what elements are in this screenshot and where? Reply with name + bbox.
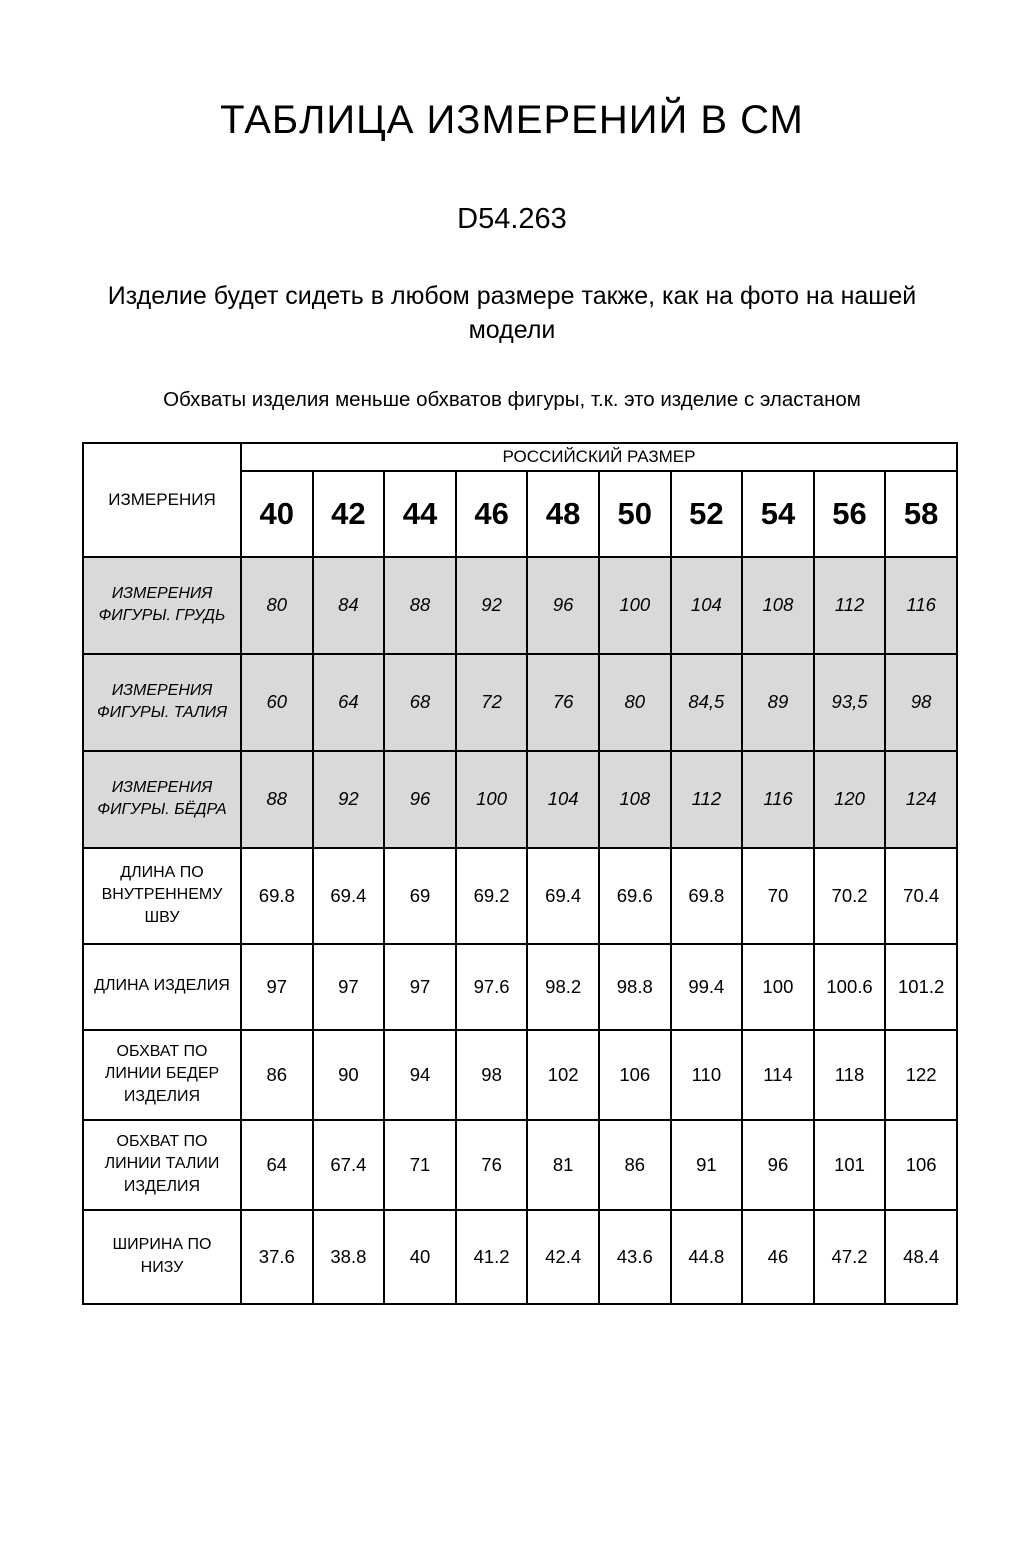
cell-value: 67.4 <box>313 1120 385 1210</box>
cell-value: 98 <box>885 654 957 751</box>
cell-value: 38.8 <box>313 1210 385 1304</box>
cell-value: 76 <box>527 654 599 751</box>
cell-value: 96 <box>527 557 599 654</box>
cell-value: 98.8 <box>599 944 671 1030</box>
table-row-hem-width <box>83 1210 957 1304</box>
cell-value: 92 <box>456 557 528 654</box>
cell-value: 104 <box>671 557 743 654</box>
cell-value: 40 <box>384 1210 456 1304</box>
cell-value: 81 <box>527 1120 599 1210</box>
cell-value: 116 <box>885 557 957 654</box>
row-label: ДЛИНА ПО ВНУТРЕННЕМУ ШВУ <box>83 848 241 944</box>
measurements-table <box>82 442 958 1305</box>
cell-value: 100 <box>599 557 671 654</box>
cell-value: 99.4 <box>671 944 743 1030</box>
cell-value: 100.6 <box>814 944 886 1030</box>
size-header: 56 <box>814 471 886 557</box>
cell-value: 69.2 <box>456 848 528 944</box>
table-row-item-waist-girth <box>83 1120 957 1210</box>
row-label: ИЗМЕРЕНИЯ ФИГУРЫ. БЁДРА <box>83 751 241 848</box>
cell-value: 98 <box>456 1030 528 1120</box>
table-row-item-hip-girth <box>83 1030 957 1120</box>
cell-value: 48.4 <box>885 1210 957 1304</box>
row-label: ДЛИНА ИЗДЕЛИЯ <box>83 944 241 1030</box>
cell-value: 44.8 <box>671 1210 743 1304</box>
table-row-inseam-length <box>83 848 957 944</box>
table-row-figure-chest <box>83 557 957 654</box>
cell-value: 70.2 <box>814 848 886 944</box>
cell-value: 69.8 <box>671 848 743 944</box>
elastane-note: Обхваты изделия меньше обхватов фигуры, т.к. это изделие с эластаном <box>163 387 861 411</box>
cell-value: 42.4 <box>527 1210 599 1304</box>
cell-value: 112 <box>671 751 743 848</box>
cell-value: 108 <box>599 751 671 848</box>
cell-value: 116 <box>742 751 814 848</box>
cell-value: 108 <box>742 557 814 654</box>
cell-value: 80 <box>241 557 313 654</box>
cell-value: 84 <box>313 557 385 654</box>
cell-value: 120 <box>814 751 886 848</box>
cell-value: 46 <box>742 1210 814 1304</box>
cell-value: 86 <box>241 1030 313 1120</box>
row-label: ИЗМЕРЕНИЯ ФИГУРЫ. ТАЛИЯ <box>83 654 241 751</box>
cell-value: 60 <box>241 654 313 751</box>
cell-value: 94 <box>384 1030 456 1120</box>
cell-value: 72 <box>456 654 528 751</box>
size-group-header: РОССИЙСКИЙ РАЗМЕР <box>241 443 957 471</box>
cell-value: 69.4 <box>527 848 599 944</box>
cell-value: 69 <box>384 848 456 944</box>
row-label: ОБХВАТ ПО ЛИНИИ ТАЛИИ ИЗДЕЛИЯ <box>83 1120 241 1210</box>
table-row-size-group <box>83 443 957 471</box>
cell-value: 118 <box>814 1030 886 1120</box>
cell-value: 122 <box>885 1030 957 1120</box>
row-label: ШИРИНА ПО НИЗУ <box>83 1210 241 1304</box>
cell-value: 69.8 <box>241 848 313 944</box>
cell-value: 89 <box>742 654 814 751</box>
cell-value: 69.4 <box>313 848 385 944</box>
cell-value: 47.2 <box>814 1210 886 1304</box>
size-header: 40 <box>241 471 313 557</box>
page-title: ТАБЛИЦА ИЗМЕРЕНИЙ В СМ <box>220 98 804 142</box>
size-header: 48 <box>527 471 599 557</box>
model-code: D54.263 <box>457 203 567 235</box>
cell-value: 69.6 <box>599 848 671 944</box>
cell-value: 86 <box>599 1120 671 1210</box>
cell-value: 71 <box>384 1120 456 1210</box>
cell-value: 124 <box>885 751 957 848</box>
cell-value: 76 <box>456 1120 528 1210</box>
cell-value: 70 <box>742 848 814 944</box>
cell-value: 84,5 <box>671 654 743 751</box>
table-row-figure-hips <box>83 751 957 848</box>
cell-value: 100 <box>456 751 528 848</box>
cell-value: 97.6 <box>456 944 528 1030</box>
size-header: 54 <box>742 471 814 557</box>
cell-value: 110 <box>671 1030 743 1120</box>
cell-value: 97 <box>313 944 385 1030</box>
cell-value: 101 <box>814 1120 886 1210</box>
cell-value: 88 <box>241 751 313 848</box>
cell-value: 91 <box>671 1120 743 1210</box>
table-row-figure-waist <box>83 654 957 751</box>
cell-value: 104 <box>527 751 599 848</box>
fit-note: Изделие будет сидеть в любом размере также, как на фото на нашей модели <box>107 282 917 344</box>
cell-value: 64 <box>313 654 385 751</box>
cell-value: 102 <box>527 1030 599 1120</box>
cell-value: 100 <box>742 944 814 1030</box>
cell-value: 90 <box>313 1030 385 1120</box>
cell-value: 70.4 <box>885 848 957 944</box>
cell-value: 98.2 <box>527 944 599 1030</box>
cell-value: 96 <box>742 1120 814 1210</box>
size-header: 42 <box>313 471 385 557</box>
size-header: 52 <box>671 471 743 557</box>
row-label: ОБХВАТ ПО ЛИНИИ БЕДЕР ИЗДЕЛИЯ <box>83 1030 241 1120</box>
cell-value: 37.6 <box>241 1210 313 1304</box>
size-header: 50 <box>599 471 671 557</box>
cell-value: 101.2 <box>885 944 957 1030</box>
size-header: 58 <box>885 471 957 557</box>
cell-value: 41.2 <box>456 1210 528 1304</box>
cell-value: 97 <box>241 944 313 1030</box>
measurements-corner-label: ИЗМЕРЕНИЯ <box>83 443 241 557</box>
cell-value: 43.6 <box>599 1210 671 1304</box>
cell-value: 96 <box>384 751 456 848</box>
cell-value: 106 <box>885 1120 957 1210</box>
size-header: 44 <box>384 471 456 557</box>
cell-value: 64 <box>241 1120 313 1210</box>
cell-value: 97 <box>384 944 456 1030</box>
cell-value: 80 <box>599 654 671 751</box>
cell-value: 106 <box>599 1030 671 1120</box>
table-row-item-length <box>83 944 957 1030</box>
cell-value: 114 <box>742 1030 814 1120</box>
cell-value: 93,5 <box>814 654 886 751</box>
cell-value: 92 <box>313 751 385 848</box>
cell-value: 88 <box>384 557 456 654</box>
cell-value: 112 <box>814 557 886 654</box>
size-header: 46 <box>456 471 528 557</box>
row-label: ИЗМЕРЕНИЯ ФИГУРЫ. ГРУДЬ <box>83 557 241 654</box>
cell-value: 68 <box>384 654 456 751</box>
